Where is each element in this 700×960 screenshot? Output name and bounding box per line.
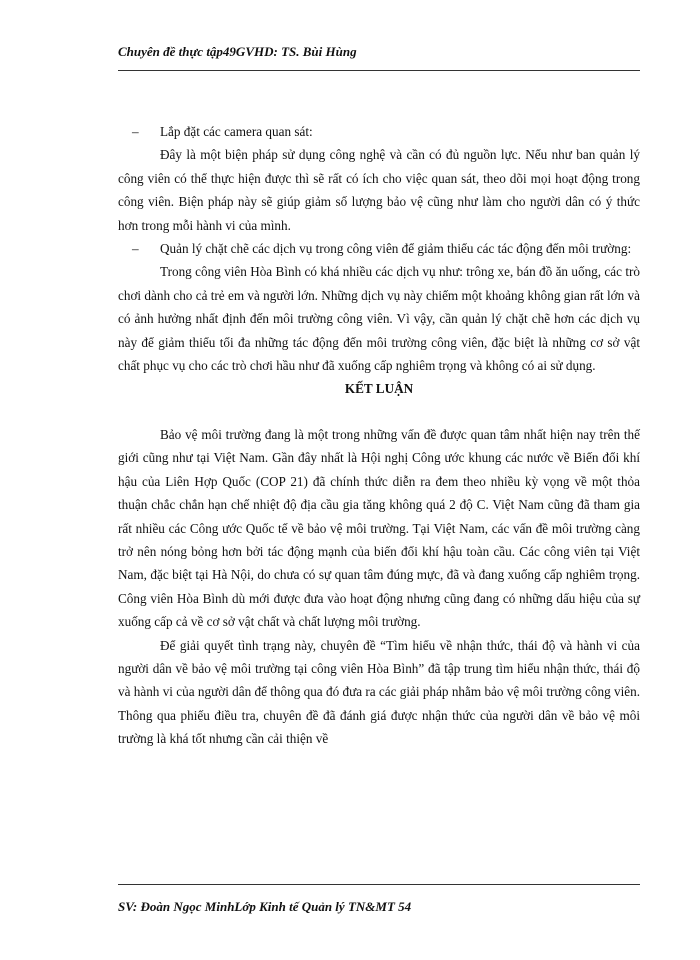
header-divider	[118, 70, 640, 71]
conclusion-heading: KẾT LUẬN	[344, 381, 414, 397]
conclusion-paragraph-2: Để giải quyết tình trạng này, chuyên đề “Tìm hiểu về nhận thức, thái độ và hành vi của người dân về bảo vệ môi trường tại công viên Hòa Bình” đã tập trung tìm hiểu nhận thức, thái độ và hành vi của người dân để thông qua đó đưa ra các giải pháp nhằm bảo vệ môi trường công viên. Thông qua phiếu điều tra, chuyên đề đã đánh giá được nhận thức của người dân về bảo vệ môi trường là khá tốt nhưng cần cải thiện về	[118, 637, 640, 747]
bullet-services	[118, 237, 640, 260]
conclusion-paragraph-1: Bảo vệ môi trường đang là một trong những vấn đề được quan tâm nhất hiện nay trên thế giới cũng như tại Việt Nam. Gần đây nhất là Hội nghị Công ước khung các nước về Biến đổi khí hậu của Liên Hợp Quốc (COP 21) đã chính thức diễn ra đem theo nhiều kỳ vọng về một thỏa thuận chắc chắn hạn chế nhiệt độ địa cầu gia tăng không quá 2 độ C. Việt Nam cũng đã tham gia rất nhiều các Công ước Quốc tế về bảo vệ môi trường. Tại Việt Nam, các vấn đề môi trường càng trở nên nóng bỏng hơn bởi tác động mạnh của biến đổi khí hậu toàn cầu. Các công viên tại Việt Nam, đặc biệt tại Hà Nội, do chưa có sự quan tâm đúng mực, đã và đang xuống cấp nghiêm trọng. Công viên Hòa Bình dù mới được đưa vào hoạt động nhưng cũng đang có những dấu hiệu của sự xuống cấp cả về cơ sở vật chất và chất lượng môi trường.	[118, 426, 640, 630]
page-header: Chuyên đề thực tập49GVHD: TS. Bùi Hùng	[118, 44, 357, 59]
dash-marker: –	[132, 124, 139, 139]
camera-paragraph: Đây là một biện pháp sử dụng công nghệ và cần có đủ nguồn lực. Nếu như ban quản lý công viên có thể thực hiện được thì sẽ rất có ích cho việc quan sát, theo dõi mọi hoạt động trong công viên. Biện pháp này sẽ giúp giảm số lượng bảo vệ cũng như làm cho người dân có ý thức hơn trong mỗi hành vi của mình.	[118, 147, 640, 233]
document-body	[118, 120, 640, 751]
services-paragraph: Trong công viên Hòa Bình có khá nhiều các dịch vụ như: trông xe, bán đồ ăn uống, các trò chơi dành cho cả trẻ em và người lớn. Những dịch vụ này chiếm một khoảng không gian rất lớn và có ảnh hưởng nhất định đến môi trường công viên. Vì vậy, cần quản lý chặt chẽ hơn các dịch vụ này để giảm thiểu tối đa những tác động đến môi trường công viên, đặc biệt là những cơ sở vật chất phục vụ cho các trò chơi hầu như đã xuống cấp nghiêm trọng và không có ai sử dụng.	[118, 264, 640, 374]
bullet-camera-text: Lắp đặt các camera quan sát:	[160, 124, 313, 139]
page-footer: SV: Đoàn Ngọc MinhLớp Kinh tế Quản lý TN&MT 54	[118, 899, 412, 914]
bullet-camera	[118, 120, 640, 143]
footer-divider	[118, 884, 640, 885]
bullet-services-text: Quản lý chặt chẽ các dịch vụ trong công viên để giảm thiểu các tác động đến môi trường:	[160, 241, 632, 257]
dash-marker: –	[132, 241, 139, 257]
